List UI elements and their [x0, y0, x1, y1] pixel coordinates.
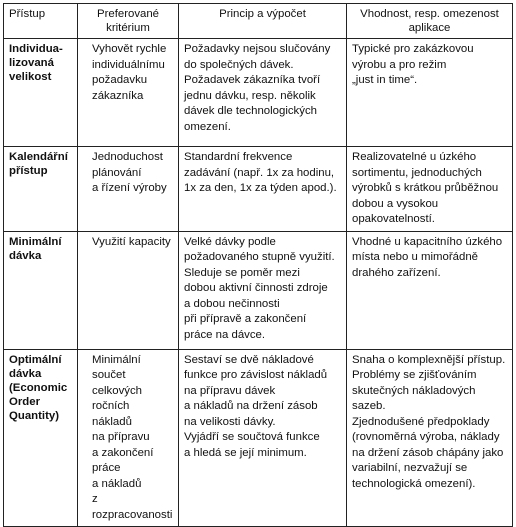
table-row: [4, 39, 513, 147]
header-suitability: Vhodnost, resp. omezenost aplikace: [347, 4, 513, 39]
principle-cell: Požadavky nejsou slučovány do společných dávek. Požadavek zákazníka tvoří jednu dávku, resp. několik dávek dle technologických omezení.: [179, 39, 347, 147]
table-row: [4, 231, 513, 349]
table-row: [4, 349, 513, 527]
criterion-cell: Využití kapacity: [78, 231, 179, 349]
approach-cell: Individua- lizovaná velikost: [4, 39, 78, 147]
suitability-cell: Snaha o komplexnější přístup. Problémy se zjišťováním skutečných nákladových sazeb. Zjednodušené předpoklady (rovnoměrná výroba, náklady na držení zásob chápány jako variabilní, nezvažují se technologická omezení).: [347, 349, 513, 527]
header-approach: Přístup: [4, 4, 78, 39]
lot-sizing-table: [3, 3, 513, 527]
approach-cell: Optimální dávka (Economic Order Quantity): [4, 349, 78, 527]
criterion-cell: Vyhovět rychle individuálnímu požadavku zákazníka: [78, 39, 179, 147]
principle-cell: Sestaví se dvě nákladové funkce pro závislost nákladů na přípravu dávek a nákladů na držení zásob na velikosti dávky. Vyjádří se součtová funkce a hledá se její minimum.: [179, 349, 347, 527]
criterion-cell: Jednoduchost plánování a řízení výroby: [78, 147, 179, 232]
suitability-cell: Realizovatelné u úzkého sortimentu, jednoduchých výrobků s krátkou průběžnou dobou a vysokou opakovatelností.: [347, 147, 513, 232]
header-principle: Princip a výpočet: [179, 4, 347, 39]
principle-cell: Standardní frekvence zadávání (např. 1x za hodinu, 1x za den, 1x za týden apod.).: [179, 147, 347, 232]
criterion-cell: Minimální součet celkových ročních nákladů na přípravu a zakončení práce a nákladů z rozpracovanosti: [78, 349, 179, 527]
table-row: [4, 147, 513, 232]
approach-cell: Minimální dávka: [4, 231, 78, 349]
header-criterion: Preferované kritérium: [78, 4, 179, 39]
header-row: [4, 4, 513, 39]
suitability-cell: Typické pro zakázkovou výrobu a pro režim „just in time“.: [347, 39, 513, 147]
approach-cell: Kalendářní přístup: [4, 147, 78, 232]
suitability-cell: Vhodné u kapacitního úzkého místa nebo u mimořádně drahého zařízení.: [347, 231, 513, 349]
principle-cell: Velké dávky podle požadovaného stupně využití. Sleduje se poměr mezi dobou aktivní činnosti zdroje a dobou nečinnosti při přípravě a zakončení práce na dávce.: [179, 231, 347, 349]
